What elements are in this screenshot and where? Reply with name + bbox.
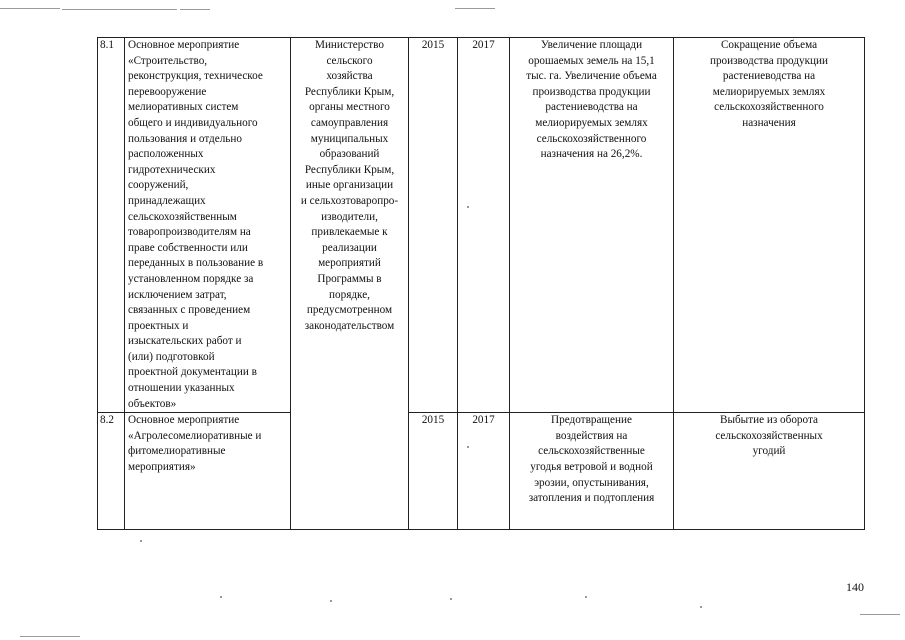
start-year: 2015 (421, 39, 445, 51)
start-year-cell (409, 413, 458, 530)
expected-result-cell (510, 38, 674, 413)
expected-result-cell (510, 413, 674, 530)
row-number: 8.1 (100, 39, 114, 51)
scan-speck (220, 596, 222, 598)
table-row (98, 38, 865, 413)
consequence-text: Выбытие из оборота сельскохозяйственных угодий (715, 414, 823, 458)
consequence-cell (674, 413, 865, 530)
scan-speck (585, 596, 587, 598)
scan-artifact-line (20, 636, 80, 637)
row-number-cell (98, 413, 125, 530)
row-number-cell (98, 38, 125, 413)
end-year-cell (458, 38, 510, 413)
scan-artifact-line (62, 9, 177, 10)
measure-name-cell (125, 413, 291, 530)
scan-speck (330, 600, 332, 602)
page-number: 140 (846, 580, 864, 594)
row-number: 8.2 (100, 414, 114, 427)
scan-artifact-line (0, 8, 60, 9)
start-year: 2015 (421, 414, 445, 427)
measure-name-cell (125, 38, 291, 413)
scan-artifact-line (860, 614, 900, 615)
table-row (98, 413, 865, 530)
start-year-cell (409, 38, 458, 413)
consequence-text: Сокращение объема производства продукции растениеводства на мелиорируемых землях сельскохозяйственного назначения (709, 39, 829, 129)
scan-speck (467, 446, 469, 448)
end-year: 2017 (472, 414, 495, 427)
scan-speck (467, 206, 469, 208)
program-measures-table (97, 37, 865, 530)
scan-speck (700, 606, 702, 608)
executor-text: Министерство сельского хозяйства Республики Крым, органы местного самоуправления муниципальных образований Республики Крым, иные организации и сельхозтоваропро- изводители, привлекаемые к реализации мероприятий Программы в порядке, предусмотренном законодательством (300, 39, 399, 332)
scan-artifact-line (180, 9, 210, 10)
measure-name: Основное мероприятие «Строительство, реконструкция, техническое перевооружение мелиоративных систем общего и индивидуального пользования и отдельно расположенных гидротехнических сооружений, принадлежащих сельскохозяйственным товаропроизводителям на праве собственности или переданных в пользование в установленном порядке за исключением затрат, связанных с проведением проектных и изыскательских работ и (или) подготовкой проектной документации в отношении указанных объектов» (128, 39, 264, 410)
expected-result: Предотвращение воздействия на сельскохозяйственные угодья ветровой и водной эрозии, опустынивания, затопления и подтопления (528, 414, 655, 505)
scan-speck (450, 598, 452, 600)
scan-speck (140, 540, 142, 542)
executor-cell (291, 38, 409, 530)
end-year-cell (458, 413, 510, 530)
measure-name: Основное мероприятие «Агролесомелиоративные и фитомелиоративные мероприятия» (128, 414, 262, 474)
scan-artifact-line (455, 8, 495, 9)
expected-result: Увеличение площади орошаемых земель на 15,1 тыс. га. Увеличение объема производства продукции растениеводства на мелиорируемых землях сельскохозяйственного назначения на 26,2%. (526, 39, 657, 161)
end-year: 2017 (472, 39, 495, 51)
consequence-cell (674, 38, 865, 413)
